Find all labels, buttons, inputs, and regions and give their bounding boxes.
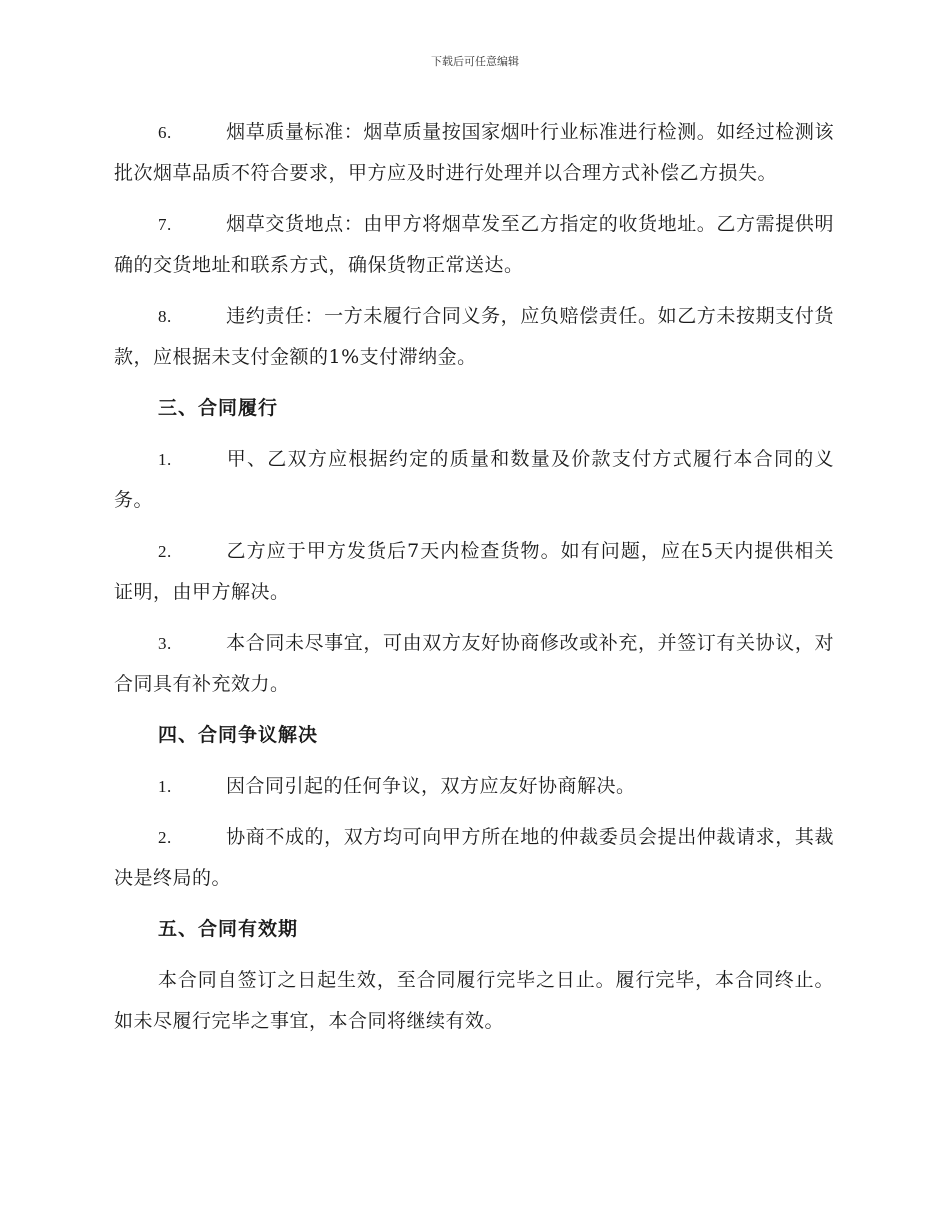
clause-8 — [114, 296, 834, 378]
clause-number: 8. — [158, 307, 172, 326]
clause-performance-2 — [114, 531, 834, 613]
clause-number: 3. — [158, 634, 172, 653]
clause-dispute-2 — [114, 817, 834, 899]
clause-performance-1 — [114, 439, 834, 521]
clause-number: 6. — [158, 123, 172, 142]
clause-text: 烟草质量标准：烟草质量按国家烟叶行业标准进行检测。如经过检测该批次烟草品质不符合要求，甲方应及时进行处理并以合理方式补偿乙方损失。 — [114, 121, 834, 184]
clause-number: 7. — [158, 215, 172, 234]
clause-text: 因合同引起的任何争议，双方应友好协商解决。 — [226, 775, 636, 797]
clause-text: 本合同未尽事宜，可由双方友好协商修改或补充，并签订有关协议，对合同具有补充效力。 — [114, 632, 834, 695]
validity-paragraph: 本合同自签订之日起生效，至合同履行完毕之日止。履行完毕，本合同终止。如未尽履行完毕之事宜，本合同将继续有效。 — [114, 969, 834, 1032]
clause-text: 烟草交货地点：由甲方将烟草发至乙方指定的收货地址。乙方需提供明确的交货地址和联系方式，确保货物正常送达。 — [114, 213, 834, 276]
clause-number: 1. — [158, 450, 172, 469]
clause-text: 乙方应于甲方发货后7天内检查货物。如有问题，应在5天内提供相关证明，由甲方解决。 — [114, 540, 834, 603]
clause-text: 协商不成的，双方均可向甲方所在地的仲裁委员会提出仲裁请求，其裁决是终局的。 — [114, 826, 834, 889]
page-header: 下载后可任意编辑 — [431, 55, 519, 68]
section-heading-validity: 五、合同有效期 — [158, 918, 299, 940]
clause-6 — [114, 112, 834, 194]
clause-number: 2. — [158, 828, 172, 847]
document-body — [114, 112, 834, 1052]
clause-performance-3 — [114, 623, 834, 705]
clause-text: 甲、乙双方应根据约定的质量和数量及价款支付方式履行本合同的义务。 — [114, 448, 834, 511]
clause-dispute-1 — [114, 766, 834, 807]
clause-number: 1. — [158, 777, 172, 796]
clause-number: 2. — [158, 542, 172, 561]
section-heading-dispute: 四、合同争议解决 — [158, 724, 319, 746]
section-heading-performance: 三、合同履行 — [158, 397, 279, 419]
clause-text: 违约责任：一方未履行合同义务，应负赔偿责任。如乙方未按期支付货款，应根据未支付金额的1%支付滞纳金。 — [114, 305, 834, 368]
clause-7 — [114, 204, 834, 286]
